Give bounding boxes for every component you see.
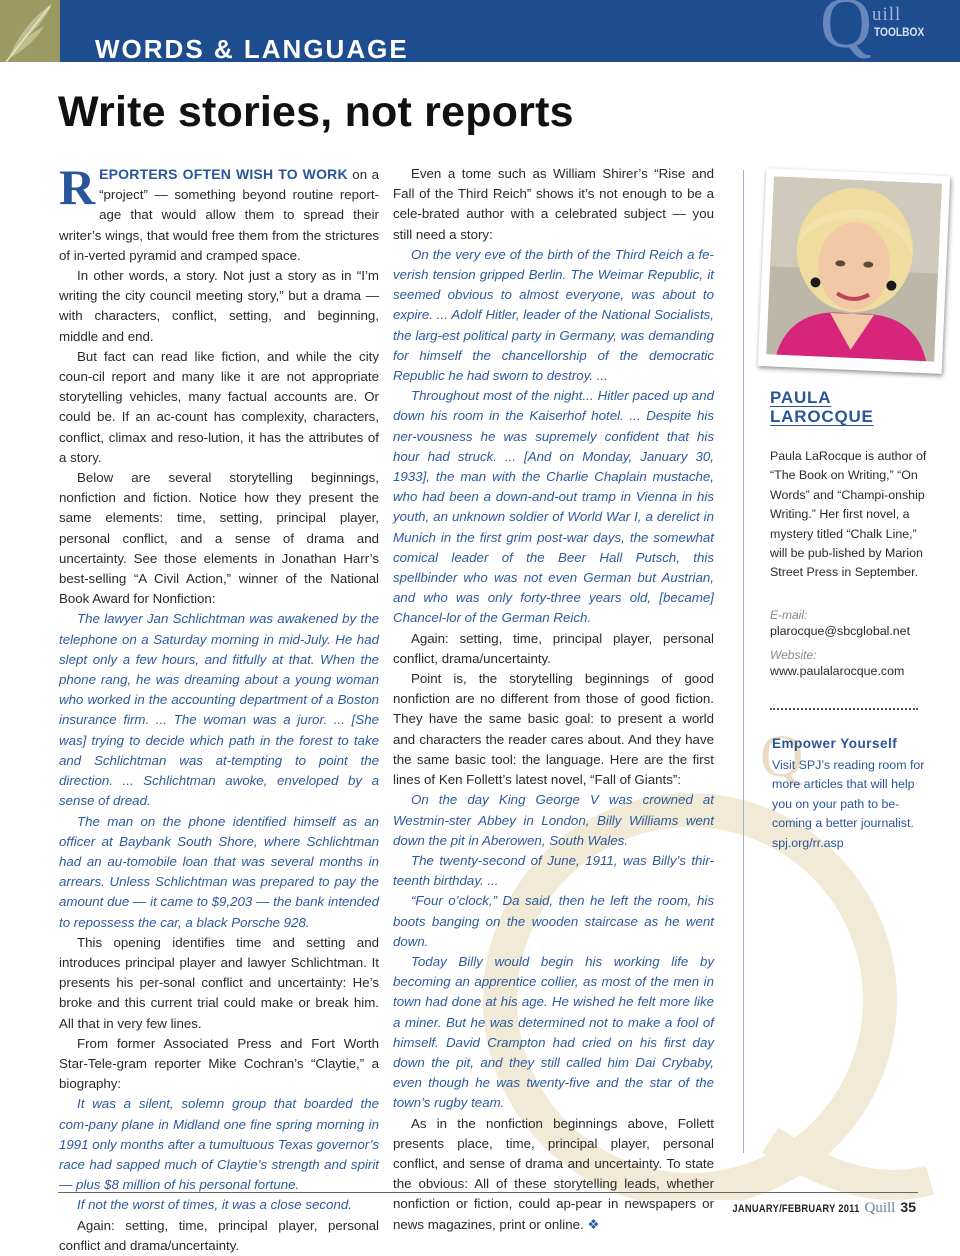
quoted-paragraph: Today Billy would begin his working life by becoming an apprentice collier, as most of the men in town had done at his age. He wished he felt more like a miner. But he was determined not to make a fool of himself. David Crampton had cried on his first day down the pit, and they still called him Dai Crybaby, even though he was twenty-five and the star of the town’s rugby team. (393, 953, 714, 1111)
email-link[interactable]: plarocque@sbcglobal.net (770, 624, 911, 638)
website-label: Website: (770, 648, 817, 662)
quoted-paragraph: The lawyer Jan Schlichtman was awakened by the telephone on a Saturday morning in mid-July. He had slept only a few hours, and fitfully at that. When the phone rang, he was dreaming about a young woman who worked in the accounting department of a Boston insurance firm. ... The woman was a juror. ... [She was] trying to decide which path in the forest to take and Schlichtman was at-tempting to point the direction. ... Schlichtman awoke, enveloped by a sense of dread. (59, 611, 379, 809)
footer-issue: JANUARY/FEBRUARY 2011 (732, 1203, 860, 1215)
body-paragraph: As in the nonfiction beginnings above, Follett presents place, time, principal player, personal conflict, and sense of drama and uncertainty. To state the obvious: All of these storytelling leads, whether nonfiction or fiction, could ap-pear in newspapers or news magazines, print or online. ❖ (393, 1115, 714, 1232)
empower-q-watermark: Q (760, 723, 804, 789)
author-bio: Paula LaRocque is author of “The Book on Writing,” “On Words” and “Champi-onship Writing.” Her first novel, a mystery titled “Chalk Line,” will be pub-lished by Marion Street Press in September. (770, 449, 927, 580)
quoted-paragraph: Throughout most of the night... Hitler paced up and down his room in the Kaiserhof hotel. ... Despite his ner-vousness he was supremely confident that his hour had struck. ... [And on Monday, January 30, 1933], the man with the Charlie Chaplain mustache, who had been a down-and-out tramp in Vienna in his youth, an unknown soldier of World War I, a derelict in Munich in the first grim post-war days, the somewhat comical leader of the Beer Hall Putsch, this spellbinder who was not even German but Austrian, and who was only forty-three years old, [became] Chancel-lor of the German Reich. (393, 388, 714, 626)
author-photo-frame (758, 168, 950, 374)
lead-paragraph (59, 159, 379, 266)
author-name (770, 388, 874, 426)
author-first-name: PAULA (770, 388, 832, 407)
empower-body (772, 756, 932, 853)
body-paragraph: But fact can read like fiction, and while the city coun-cil report and many like it are not appropriate storytelling vehicles, many factual accounts are. Or could be. If an ac-count has complexity, characters, conflict, climax and reso-lution, it has the attributes of a story. (59, 348, 379, 465)
quoted-paragraph: The twenty-second of June, 1911, was Billy’s thir-teenth birthday. ... (393, 852, 714, 889)
body-paragraph: From former Associated Press and Fort Worth Star-Tele-gram reporter Mike Cochran’s “Claytie,” a biography: (59, 1035, 379, 1092)
article-column-1 (59, 159, 379, 1256)
author-last-name: LAROCQUE (770, 407, 874, 426)
empower-link[interactable]: spj.org/rr.asp (772, 835, 844, 850)
feather-icon (0, 0, 60, 62)
body-paragraph: Point is, the storytelling beginnings of good nonfiction are no different from those of good fiction. They have the same basic goal: to present a world and characters the reader cares about. And they have the same basic tool: the language. Here are the first lines of Ken Follett’s latest novel, “Fall of Giants”: (393, 671, 714, 788)
body-paragraph: In other words, a story. Not just a story as in “I’m writing the city council meeting story,” but a drama — with characters, conflict, setting, and beginning, middle and end. (59, 268, 379, 344)
email-label: E-mail: (770, 608, 808, 622)
quoted-paragraph: “Four o’clock,” Da said, then he left the room, his boots banging on the wooden staircase as he went down. (393, 893, 714, 949)
empower-text: Visit SPJ’s reading room for more articles that will help you on your path to be-coming a better journalist. (772, 758, 925, 831)
body-paragraph: Even a tome such as William Shirer’s “Rise and Fall of the Third Reich” shows it’s not enough to be a cele-brated author with a celebrated subject — you still need a story: (393, 166, 714, 242)
empower-title: Empower Yourself (772, 736, 898, 751)
body-paragraph: Again: setting, time, principal player, personal conflict and drama/uncertainty. (59, 1217, 379, 1253)
drop-cap: R (59, 159, 96, 215)
quoted-paragraph: On the day King George V was crowned at Westmin-ster Abbey in London, Billy Williams went down the pit in Aberowen, South Wales. (393, 792, 714, 848)
page-number: 35 (900, 1199, 916, 1215)
article-column-2 (393, 164, 714, 1235)
author-photo (766, 176, 942, 361)
quill-toolbox-logo (820, 0, 940, 62)
logo-word: uill (872, 4, 902, 25)
quoted-paragraph: If not the worst of times, it was a close second. (77, 1197, 352, 1213)
body-paragraph: This opening identifies time and setting and introduces principal player and lawyer Schlichtman. It presents his per-sonal conflict and uncertainty: He’s broke and this current trial could make or break him. All that in very few lines. (59, 934, 379, 1031)
website-link[interactable]: www.paulalarocque.com (770, 664, 905, 678)
logo-sub: TOOLBOX (874, 25, 925, 39)
footer-rule (58, 1192, 918, 1193)
body-paragraph: Again: setting, time, principal player, personal conflict, drama/uncertainty. (393, 630, 714, 666)
lead-text: on a “project” — something beyond routine report-age that would allow them to spread their writer’s wings, that would free them from the strictures of in-verted pyramid and cramped space. (59, 167, 379, 263)
sidebar-divider (770, 708, 918, 710)
section-title: WORDS & LANGUAGE (95, 34, 409, 64)
lead-caps: EPORTERS OFTEN WISH TO WORK (99, 166, 348, 182)
logo-letter: Q (820, 0, 872, 63)
body-paragraph: Below are several storytelling beginnings, nonfiction and fiction. Notice how they present the same elements: time, setting, principal player, personal conflict, and a sense of drama and uncertainty. See those elements in Jonathan Harr’s best-selling “A Civil Action,” winner of the National Book Award for Nonfiction: (59, 470, 379, 607)
page-footer (710, 1199, 916, 1217)
feather-logo-box (0, 0, 60, 62)
quoted-paragraph: On the very eve of the birth of the Third Reich a fe-verish tension gripped Berlin. The Weimar Republic, it seemed obvious to almost everyone, was about to expire. ... Adolf Hitler, leader of the National Socialists, the larg-est political party in Germany, was demanding for himself the chancellorship of the democratic Republic he had sworn to destroy. ... (393, 246, 714, 384)
quoted-paragraph: It was a silent, solemn group that boarded the com-pany plane in Midland one fine spring morning in 1991 only months after a tumultuous Texas governor’s race had sapped much of Claytie’s strength and spirit — plus $8 million of his personal fortune. (59, 1096, 379, 1193)
article-headline: Write stories, not reports (58, 88, 574, 136)
column-divider (743, 170, 744, 1153)
quoted-paragraph: The man on the phone identified himself as an officer at Baybank South Shore, where Schlichtman had an au-tomobile loan that was several months in arrears. Unless Schlichtman was prepared to pay the amount due — it came to $9,203 — the bank intended to repossess the car, a black Porsche 928. (59, 813, 379, 930)
footer-magazine: Quill (864, 1200, 896, 1216)
end-mark-icon: ❖ (583, 1216, 600, 1232)
